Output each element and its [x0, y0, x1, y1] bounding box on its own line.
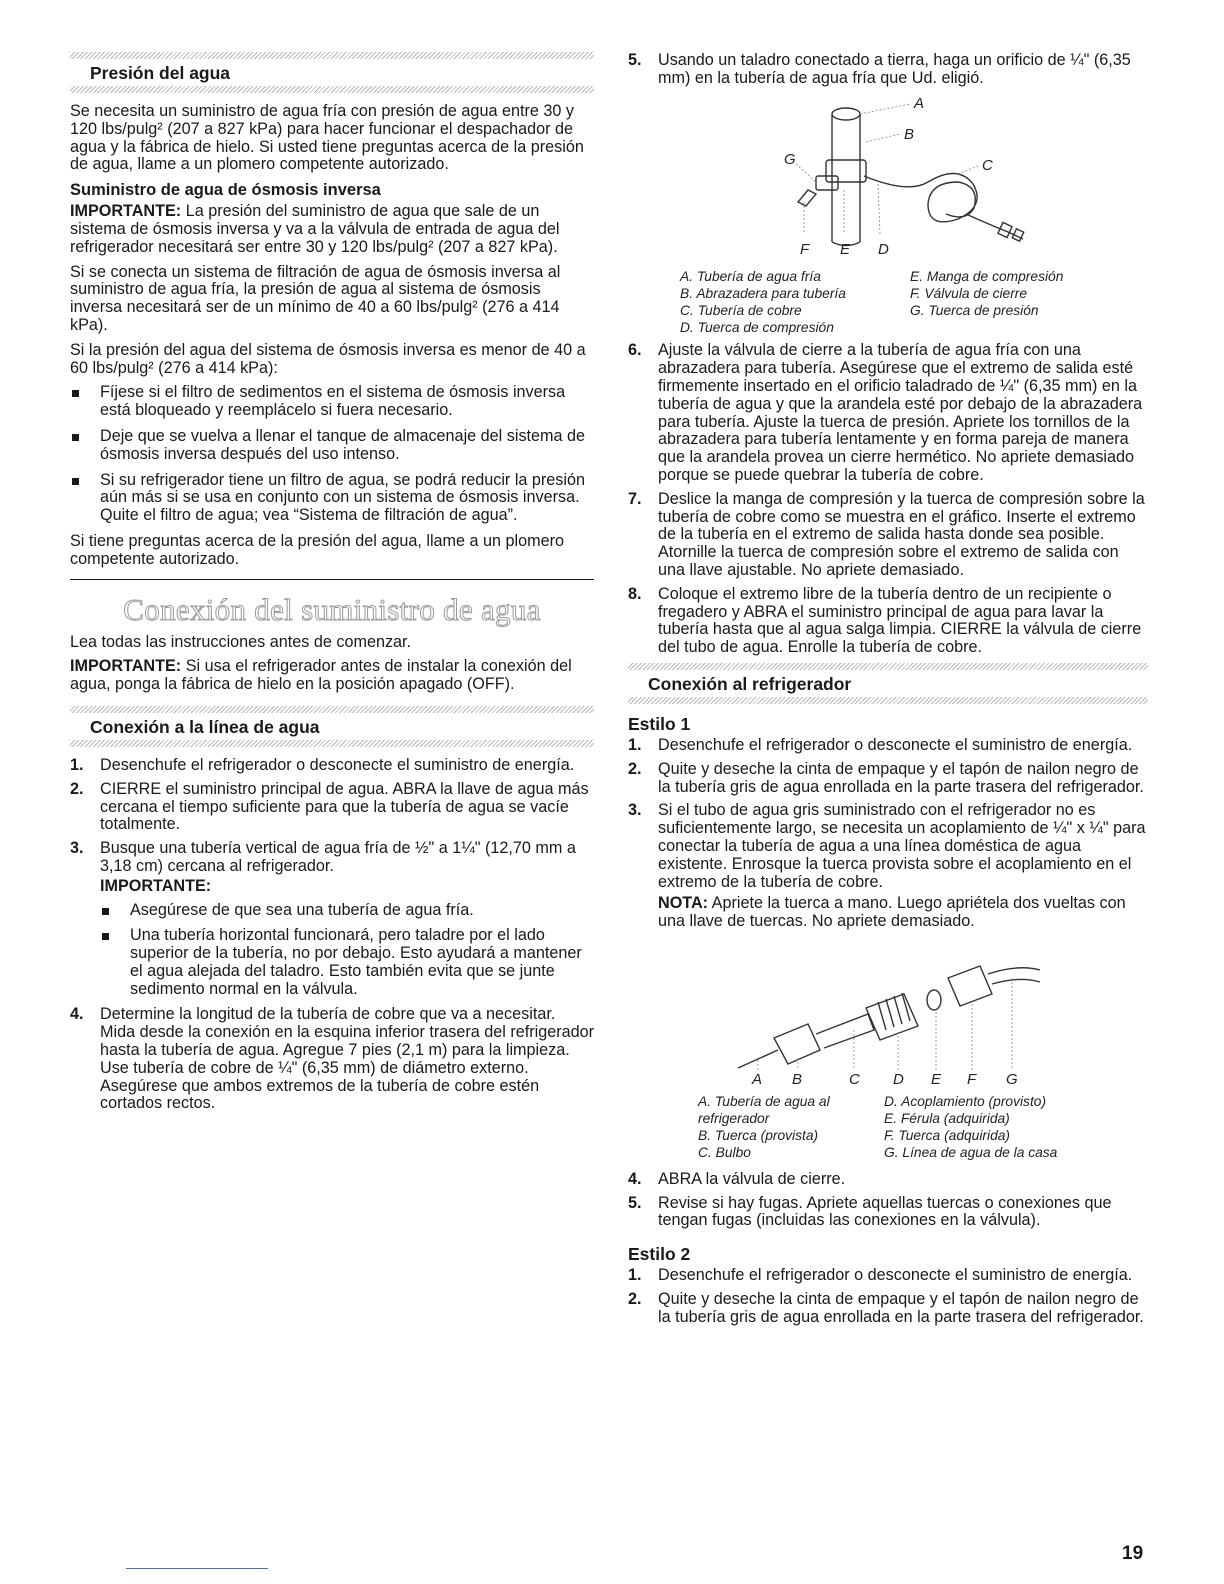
figure-label-f: F [800, 240, 810, 258]
caption-line: D. Tuerca de compresión [680, 320, 834, 336]
figure-label-f: F [967, 1070, 977, 1088]
caption-line: G. Línea de agua de la casa [884, 1144, 1058, 1160]
figure-label-e: E [931, 1070, 942, 1088]
step-number: 4. [70, 1005, 84, 1024]
step-number: 3. [70, 839, 84, 858]
caption-col-1 [698, 1093, 884, 1161]
step-text: Usando un taladro conectado a tierra, haga un orificio de ¼" (6,35 mm) en la tubería de agua fría que Ud. eligió. [658, 51, 1131, 87]
step-text: ABRA la válvula de cierre. [658, 1169, 846, 1188]
ferrule [927, 990, 941, 1010]
shutoff-valve-illustration [628, 94, 1148, 264]
figure-label-d: D [893, 1070, 904, 1088]
step-text: Quite y deseche la cinta de empaque y el tapón de nailon negro de la tubería gris de agua enrollada en la parte trasera del refrigerador. [658, 1289, 1144, 1326]
caption-col-2 [884, 1093, 1104, 1161]
step-item [628, 491, 1148, 580]
paragraph: Si la presión del agua del sistema de ósmosis inversa es menor de 40 a 60 lbs/pulg² (276 a 414 kPa): [70, 340, 586, 377]
section-title: Conexión al refrigerador [648, 673, 852, 694]
figure-caption [698, 1093, 1148, 1161]
caption-line: E. Férula (adquirida) [884, 1110, 1010, 1126]
step-text: Determine la longitud de la tubería de cobre que va a necesitar. Mida desde la conexión en la esquina inferior trasera del refrigerador hasta la tubería de agua. Agregue 7 pies (2,1 m) para la limpieza. Use tubería de cobre de ¼" (6,35 mm) de diámetro externo. Asegúrese que ambos extremos de la tubería de cobre estén cortados rectos. [100, 1005, 595, 1113]
step-item [628, 586, 1148, 657]
figure-label-a: A [914, 94, 925, 112]
note-text: Apriete la tuerca a mano. Luego apriétela dos vueltas con una llave de tuercas. No apriete demasiado. [658, 894, 1126, 931]
figure-shutoff-valve [628, 94, 1148, 337]
step-number: 5. [628, 51, 642, 69]
step-number: 8. [628, 584, 642, 603]
bullet-item [100, 927, 594, 998]
step-text: Revise si hay fugas. Apriete aquellas tuercas o conexiones que tengan fugas (incluidas las conexiones en la válvula). [658, 1193, 1112, 1230]
step-number: 2. [628, 1289, 642, 1308]
step-text: Desenchufe el refrigerador o desconecte el suministro de energía. [658, 1266, 1133, 1285]
step-item [628, 1291, 1148, 1327]
step-number: 1. [70, 755, 84, 774]
bullet-text: Si su refrigerador tiene un filtro de agua, se podrá reducir la presión aún más si se usa en conjunto con un sistema de ósmosis inversa. Quite el filtro de agua; vea “Sistema de filtración de agua”. [100, 470, 586, 525]
note-label: NOTA: [658, 894, 709, 913]
hatch-rule [70, 706, 594, 713]
nut-provided [774, 1024, 820, 1064]
shutoff-valve [816, 176, 838, 190]
section-title: Conexión a la línea de agua [90, 716, 320, 737]
step-text: Busque una tubería vertical de agua fría de ½" a 1¼" (12,70 mm a 3,18 cm) cercana al refrigerador. [100, 839, 576, 875]
hatch-rule [628, 697, 1148, 704]
leader-line [860, 104, 910, 114]
step-text: Si el tubo de agua gris suministrado con el refrigerador no es suficientemente largo, se necesita un acoplamiento de ¼" x ¼" para conectar la tubería de agua a una línea doméstica de agua existente. Enrosque la tuerca provista sobre el acoplamiento en el extremo de la tubería de cobre. [658, 801, 1146, 891]
caption-line: G. Tuerca de presión [910, 303, 1039, 319]
step-number: 1. [628, 735, 642, 754]
step-item [628, 342, 1148, 484]
step-item [628, 1171, 1148, 1189]
caption-line: D. Acoplamiento (provisto) [884, 1093, 1047, 1109]
bullet-square-icon [102, 933, 109, 940]
paragraph: Si se conecta un sistema de filtración de agua de ósmosis inversa al suministro de agua fría, la presión de agua al sistema de ósmosis inversa necesitará ser de un mínimo de 40 a 60 lbs/pulg² (276 a 414 kPa). [70, 262, 561, 334]
step-item [628, 1267, 1148, 1285]
step-number: 7. [628, 489, 642, 508]
left-column [70, 52, 594, 1119]
bullet-square-icon [72, 434, 79, 441]
caption-line: B. Tuerca (provista) [698, 1127, 819, 1143]
leader-line [878, 184, 880, 234]
copper-tubing-coil [864, 173, 977, 221]
style-heading: Estilo 2 [628, 1244, 691, 1265]
important-label: IMPORTANTE: [100, 876, 212, 895]
bullet-square-icon [102, 908, 109, 915]
compression-sleeve [1012, 228, 1023, 240]
chapter-title: Conexión del suministro de agua [123, 591, 541, 627]
bullet-text: Fíjese si el filtro de sedimentos en el sistema de ósmosis inversa está bloqueado y reemplácelo si fuera necesario. [100, 383, 566, 420]
step-number: 1. [628, 1266, 642, 1285]
figure-label-e: E [840, 240, 851, 258]
step-item [70, 757, 594, 775]
house-water-line [992, 979, 1040, 984]
subheading-ro: Suministro de agua de ósmosis inversa [70, 181, 381, 200]
bulb [816, 1014, 874, 1048]
bullet-text: Asegúrese de que sea una tubería de agua fría. [130, 900, 474, 919]
coupling-threads [878, 993, 910, 1030]
caption-line: C. Tubería de cobre [680, 303, 802, 319]
coupling [866, 994, 918, 1040]
important-label: IMPORTANTE: [70, 657, 182, 676]
step-item [628, 802, 1148, 931]
bullet-text: Una tubería horizontal funcionará, pero taladre por el lado superior de la tubería, no por debajo. Esto ayudará a mantener el agua alejada del taladro. Esto también evita que se junte sedimento normal en la válvula. [130, 926, 582, 998]
valve-handle [798, 190, 816, 206]
step-number: 4. [628, 1169, 642, 1188]
footer-rule [126, 1568, 268, 1569]
bullet-square-icon [72, 390, 79, 397]
leader-line [958, 166, 978, 174]
right-column [628, 52, 1148, 1332]
caption-col-2 [910, 268, 1140, 336]
step-text: Desenchufe el refrigerador o desconecte el suministro de energía. [658, 735, 1133, 754]
bullet-item [70, 384, 594, 420]
hatch-rule [70, 86, 594, 93]
step-number: 5. [628, 1193, 642, 1212]
figure-label-b: B [904, 125, 915, 143]
page-number: 19 [1122, 1543, 1144, 1564]
step-item [70, 1006, 594, 1113]
step-number: 2. [70, 779, 84, 798]
paragraph: Lea todas las instrucciones antes de comenzar. [70, 632, 412, 651]
hatch-rule [628, 663, 1148, 670]
step-text: Desenchufe el refrigerador o desconecte el suministro de energía. [100, 755, 575, 774]
pipe-top [832, 108, 860, 120]
coupling-illustration [628, 938, 1148, 1088]
step-number: 6. [628, 341, 642, 360]
step-text: Ajuste la válvula de cierre a la tubería de agua fría con una abrazadera para tubería. Asegúrese que el extremo de salida esté firmemente insertado en el orificio taladrado de ¼" (6,35 mm) en la tubería de agua y que la arandela esté por debajo de la abrazadera para tubería. Ajuste la tuerca de presión. Apriete los tornillos de la abrazadera para tubería lentamente y en forma pareja de manera que la arandela provea un cierre hermético. No apriete demasiado porque se puede quebrar la tubería de cobre. [658, 341, 1143, 484]
figure-label-a: A [752, 1070, 763, 1088]
step-number: 3. [628, 801, 642, 820]
section-rule [70, 579, 594, 580]
copper-tubing-end [966, 214, 1023, 239]
important-text: La presión del suministro de agua que sale de un sistema de ósmosis inversa y va a la válvula de entrada de agua del refrigerador necesitará ser entre 30 y 120 lbs/pulg² (207 a 827 kPa). [70, 202, 560, 256]
section-heading-water-pressure [70, 52, 594, 93]
caption-line: C. Bulbo [698, 1144, 751, 1160]
step-item [628, 761, 1148, 797]
paragraph: Si tiene preguntas acerca de la presión del agua, llame a un plomero competente autorizado. [70, 531, 565, 568]
compression-nut [998, 222, 1012, 237]
step-item [70, 840, 594, 998]
leader-line [866, 134, 900, 142]
section-title: Presión del agua [90, 63, 231, 83]
figure-label-d: D [878, 240, 889, 258]
figure-label-c: C [982, 156, 993, 174]
caption-col-1 [680, 268, 910, 336]
bullet-text: Deje que se vuelva a llenar el tanque de almacenaje del sistema de ósmosis inversa después del uso intenso. [100, 426, 586, 463]
step-item [70, 781, 594, 834]
important-text: Si usa el refrigerador antes de instalar la conexión del agua, ponga la fábrica de hielo en la posición apagado (OFF). [70, 657, 572, 694]
step-item [628, 52, 1148, 88]
caption-line: F. Tuerca (adquirida) [884, 1127, 1011, 1143]
caption-line: A. Tubería de agua al refrigerador [698, 1093, 830, 1126]
step-number: 2. [628, 759, 642, 778]
note [658, 895, 1148, 931]
section-heading-water-line [70, 706, 594, 747]
style-heading: Estilo 1 [628, 713, 691, 734]
section-heading-fridge [628, 663, 1148, 704]
hatch-rule [70, 52, 594, 59]
step-item [628, 1195, 1148, 1231]
house-water-line [988, 968, 1040, 974]
step-text: Coloque el extremo libre de la tubería dentro de un recipiente o fregadero y ABRA el suministro principal de agua para lavar la tubería hasta que al agua salga limpia. CIERRE la válvula de cierre del tubo de agua. Enrolle la tubería de cobre. [658, 584, 1142, 657]
bullet-item [70, 428, 594, 464]
caption-line: E. Manga de compresión [910, 269, 1064, 285]
paragraph-important [70, 658, 594, 694]
caption-line: B. Abrazadera para tubería [680, 286, 846, 302]
important-label: IMPORTANTE: [70, 202, 182, 221]
nut-purchased [948, 966, 992, 1006]
caption-line: A. Tubería de agua fría [680, 269, 821, 285]
paragraph-ro-important [70, 203, 594, 256]
step-item [628, 737, 1148, 755]
figure-coupling [628, 938, 1148, 1161]
leader-line [796, 164, 816, 182]
figure-label-g: G [1006, 1070, 1018, 1088]
step-text: Deslice la manga de compresión y la tuerca de compresión sobre la tubería de cobre como se muestra en el gráfico. Inserte el extremo de la tubería en el extremo de salida hasta donde sea posible. Atornille la tuerca de compresión sobre el extremo de salida con una llave ajustable. No apriete demasiado. [658, 489, 1145, 579]
step-text: Quite y deseche la cinta de empaque y el tapón de nailon negro de la tubería gris de agua enrollada en la parte trasera del refrigerador. [658, 759, 1144, 796]
bullet-item [70, 472, 594, 525]
figure-label-b: B [792, 1070, 803, 1088]
caption-line: F. Válvula de cierre [910, 286, 1028, 302]
bullet-item [100, 902, 594, 920]
step-text: CIERRE el suministro principal de agua. ABRA la llave de agua más cercana el tiempo suficiente para que la tubería de agua se vacíe totalmente. [100, 779, 589, 834]
bullet-square-icon [72, 478, 79, 485]
paragraph: Se necesita un suministro de agua fría con presión de agua entre 30 y 120 lbs/pulg² (207 a 827 kPa) para hacer funcionar el despachador de agua y la fábrica de hielo. Si usted tiene preguntas acerca de la presión de agua, llame a un plomero competente autorizado. [70, 102, 584, 174]
figure-label-c: C [849, 1070, 860, 1088]
figure-caption [680, 268, 1148, 336]
figure-label-g: G [784, 150, 796, 168]
hatch-rule [70, 740, 594, 747]
